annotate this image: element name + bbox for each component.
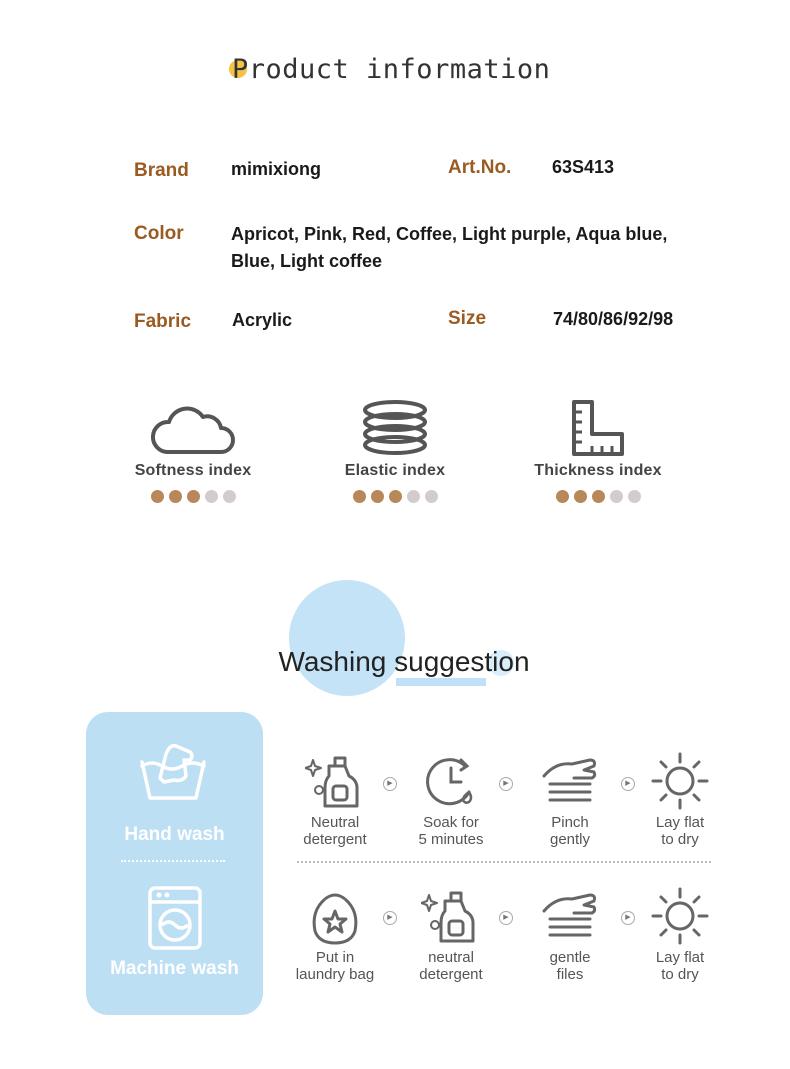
level-dot-empty [610,490,623,503]
laundry-bag-icon [305,887,365,945]
step-text-line2: gently [549,831,591,848]
machine-wash-label: Machine wash [110,958,239,979]
index-label: Thickness index [534,462,662,479]
washing-title: Washing suggestion [278,646,530,677]
machine-step-1 [280,887,390,983]
level-dot-empty [223,490,236,503]
art-no-value: 63S413 [552,157,615,177]
page-title: Product information [232,54,551,85]
level-dots [103,490,283,503]
brand-value: mimixiong [231,159,322,179]
detergent-icon [421,887,481,945]
level-dot-filled [151,490,164,503]
decor-circle-large [289,580,405,696]
step-text-line2: detergent [303,831,367,848]
step-text-line1: gentle [549,949,591,966]
arrow-icon: ▶ [499,911,513,925]
step-text-line1: Neutral [310,814,360,831]
cloud-icon [151,398,235,456]
index-label: Elastic index [344,462,446,479]
level-dots [508,490,688,503]
fabric-value: Acrylic [232,310,293,330]
washing-machine-icon [147,885,203,951]
step-text-line2: to dry [661,831,699,848]
machine-step-2 [396,887,506,983]
machine-step-4 [625,887,735,983]
coil-icon [360,398,430,456]
arrow-icon: ▶ [499,777,513,791]
hand-step-3 [515,752,625,848]
arrow-icon: ▶ [621,777,635,791]
size-value: 74/80/86/92/98 [553,309,674,329]
level-dot-empty [628,490,641,503]
hand-pinch-icon [538,752,602,810]
elastic-index [305,398,485,503]
arrow-icon: ▶ [383,911,397,925]
fabric-label: Fabric [134,311,192,332]
step-text-line2: 5 minutes [418,831,484,848]
hand-step-4 [625,752,735,848]
step-text-line1: Put in [315,949,355,966]
step-text-line1: Soak for [423,814,479,831]
brand-label: Brand [134,160,189,181]
step-text-line1: Lay flat [655,949,705,966]
level-dot-empty [407,490,420,503]
softness-index [103,398,283,503]
level-dot-filled [556,490,569,503]
level-dot-filled [371,490,384,503]
hand-wash-icon [138,738,208,804]
step-text-line1: Lay flat [655,814,705,831]
hand-wash-label: Hand wash [124,824,225,845]
step-text-line1: Pinch [551,814,589,831]
index-label: Softness index [134,462,252,479]
title-underline [396,678,486,686]
panel-divider [121,860,225,862]
level-dot-empty [425,490,438,503]
level-dot-filled [169,490,182,503]
hand-pinch-icon [538,887,602,945]
level-dot-filled [592,490,605,503]
color-label: Color [134,223,184,244]
timer-icon [421,752,481,810]
step-text-line2: detergent [419,966,483,983]
step-text-line2: files [556,966,584,983]
level-dot-filled [574,490,587,503]
step-text-line2: laundry bag [295,966,375,983]
step-text-line2: to dry [661,966,699,983]
size-label: Size [448,308,487,329]
sun-icon [651,887,709,945]
level-dot-filled [187,490,200,503]
sun-icon [651,752,709,810]
detergent-icon [305,752,365,810]
step-text-line1: neutral [428,949,474,966]
color-value: Apricot, Pink, Red, Coffee, Light purple, Aqua blue, Blue, Light coffee [231,224,668,271]
level-dot-empty [205,490,218,503]
arrow-icon: ▶ [621,911,635,925]
thickness-index [508,398,688,503]
arrow-icon: ▶ [383,777,397,791]
machine-step-3 [515,887,625,983]
level-dots [305,490,485,503]
ruler-icon [570,398,626,456]
level-dot-filled [353,490,366,503]
level-dot-filled [389,490,402,503]
steps-divider [297,861,711,863]
hand-step-1 [280,752,390,848]
art-no-label: Art.No. [448,157,512,178]
hand-step-2 [396,752,506,848]
